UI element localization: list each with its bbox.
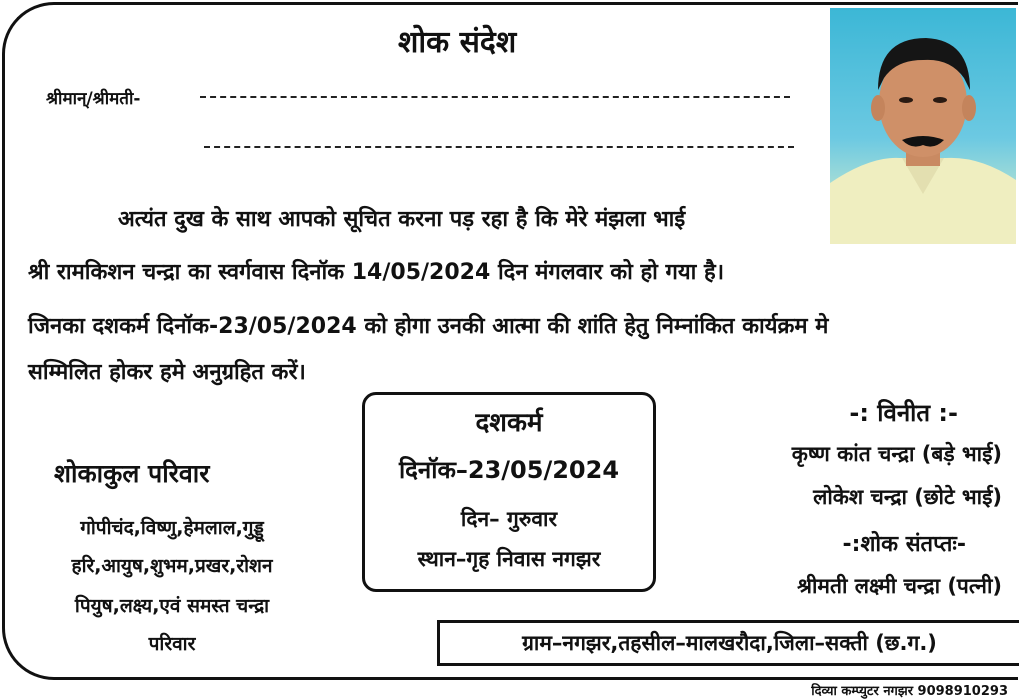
santapt-heading: -:शोक संतप्तः- [842,532,966,557]
message-line-1: अत्यंत दुख के साथ आपको सूचित करना पड़ रहा है कि मेरे मंझला भाई [118,207,686,232]
family-line: परिवार [148,633,196,655]
event-heading: दशकर्म [475,408,543,438]
name-fill-line-1 [200,96,790,98]
message-line-2: श्री रामकिशन चन्द्रा का स्वर्गवास दिनॉक 14/05/2024 दिन मंगलवार को हो गया है। [28,260,725,285]
family-line: हरि,आयुष,शुभम,प्रखर,रोशन [71,555,273,577]
family-line: पियुष,लक्ष्य,एवं समस्त चन्द्रा [74,595,270,617]
santapt-name: श्रीमती लक्ष्मी चन्द्रा (पत्नी) [797,574,1002,598]
event-date: दिनॉक–23/05/2024 [398,456,620,484]
portrait-illustration [830,8,1016,244]
footer-credit: दिव्या कम्प्युटर नगझर 9098910293 [811,684,1008,699]
event-place: स्थान–गृह निवास नगझर [417,547,601,571]
name-fill-line-2 [204,146,794,148]
vinit-name: लोकेश चन्द्रा (छोटे भाई) [813,485,1002,509]
page-title: शोक संदेश [398,25,517,60]
family-line: गोपीचंद,विष्णु,हेमलाल,गुड्डू [80,517,264,539]
portrait-photo [830,8,1016,244]
vinit-heading: -: विनीत :- [849,399,958,427]
message-line-3: जिनका दशकर्म दिनॉक-23/05/2024 को होगा उनकी आत्मा की शांति हेतु निम्नांकित कार्यक्रम मे [28,314,829,339]
event-day: दिन– गुरुवार [460,507,558,531]
vinit-name: कृष्ण कांत चन्द्रा (बड़े भाई) [791,442,1002,466]
address-box: ग्राम–नगझर,तहसील–मालखरौदा,जिला–सक्ती (छ.ग.) [437,620,1019,666]
salutation-label: श्रीमान्/श्रीमती- [46,89,141,109]
event-details-box [362,392,656,592]
family-heading: शोकाकुल परिवार [54,459,210,488]
message-line-4: सम्मिलित होकर हमे अनुग्रहित करें। [28,360,306,385]
